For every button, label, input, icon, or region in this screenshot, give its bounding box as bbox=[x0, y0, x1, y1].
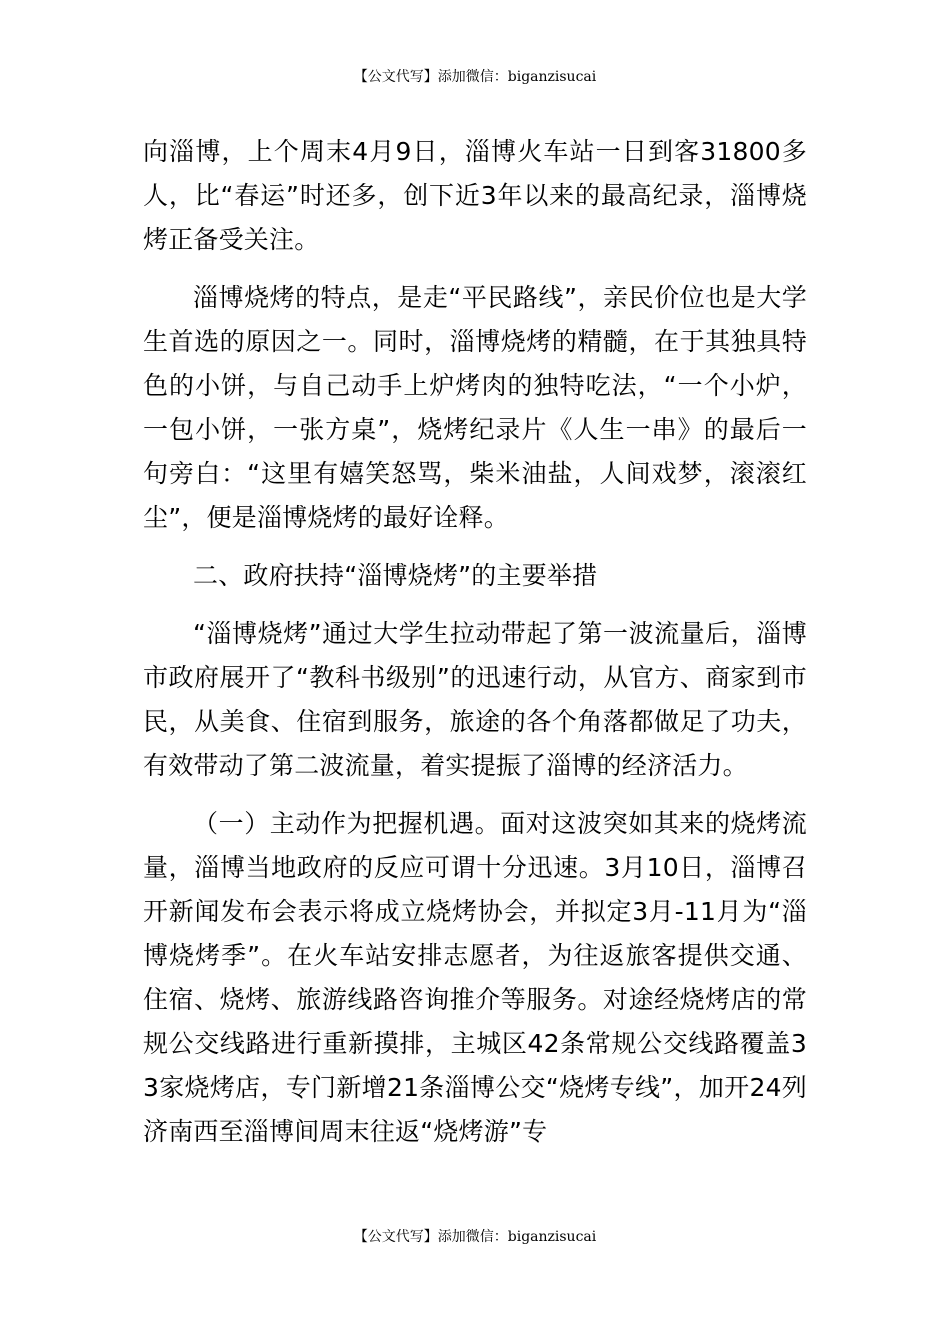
document-body bbox=[143, 130, 807, 1168]
page-header: 【公文代写】添加微信：biganzisucai bbox=[353, 69, 597, 85]
paragraph-3: “淄博烧烤”通过大学生拉动带起了第一波流量后，淄博市政府展开了“教科书级别”的迅速行动，从官方、商家到市民，从美食、住宿到服务，旅途的各个角落都做足了功夫，有效带动了第二波流量，着实提振了淄博的经济活力。 bbox=[143, 619, 807, 780]
section-heading: 二、政府扶持“淄博烧烤”的主要举措 bbox=[193, 561, 598, 590]
paragraph-2: 淄博烧烤的特点，是走“平民路线”，亲民价位也是大学生首选的原因之一。同时，淄博烧烤的精髓，在于其独具特色的小饼，与自己动手上炉烤肉的独特吃法，“一个小炉，一包小饼，一张方桌”，烧烤纪录片《人生一串》的最后一句旁白：“这里有嬉笑怒骂，柴米油盐，人间戏梦，滚滚红尘”，便是淄博烧烤的最好诠释。 bbox=[143, 283, 807, 532]
paragraph-4: （一）主动作为把握机遇。面对这波突如其来的烧烤流量，淄博当地政府的反应可谓十分迅速。3月10日，淄博召开新闻发布会表示将成立烧烤协会，并拟定3月-11月为“淄博烧烤季”。在火车站安排志愿者，为往返旅客提供交通、住宿、烧烤、旅游线路咨询推介等服务。对途经烧烤店的常规公交线路进行重新摸排，主城区42条常规公交线路覆盖33家烧烤店，专门新增21条淄博公交“烧烤专线”，加开24列济南西至淄博间周末往返“烧烤游”专 bbox=[143, 809, 807, 1146]
page-footer: 【公文代写】添加微信：biganzisucai bbox=[353, 1229, 597, 1245]
paragraph-1: 向淄博，上个周末4月9日，淄博火车站一日到客31800多人，比“春运”时还多，创下近3年以来的最高纪录，淄博烧烤正备受关注。 bbox=[143, 137, 807, 254]
